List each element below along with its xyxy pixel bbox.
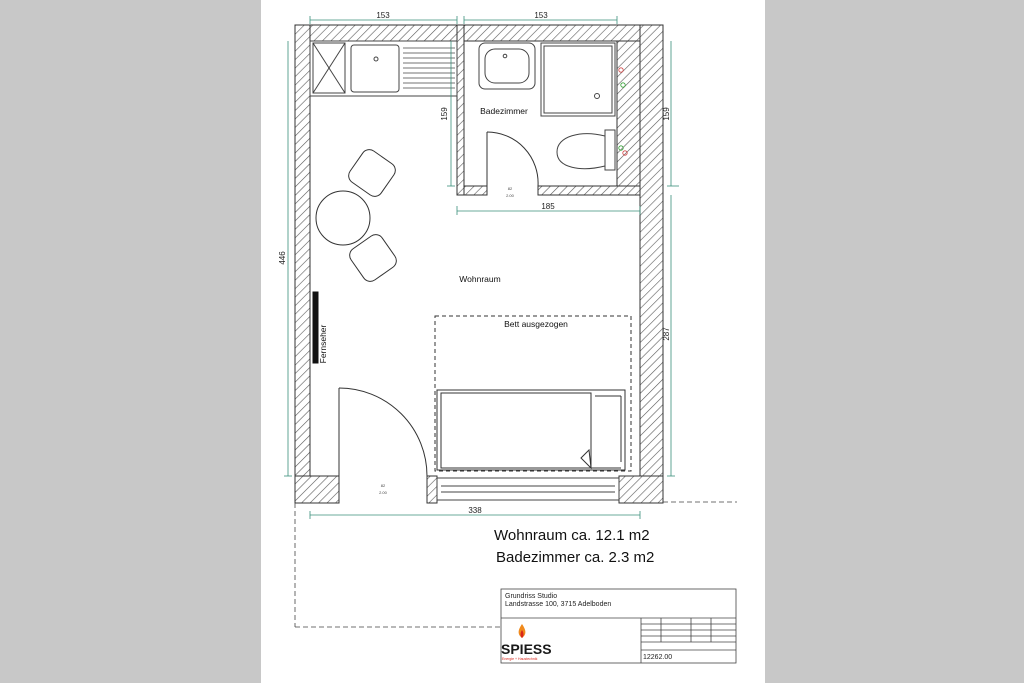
dim-bath-height: 159 xyxy=(440,107,449,121)
dim-bath-width: 185 xyxy=(541,202,555,211)
washbasin xyxy=(479,43,535,89)
area-bathroom: Badezimmer ca. 2.3 m2 xyxy=(496,549,655,566)
label-bed: Bett ausgezogen xyxy=(504,319,568,329)
logo-tagline: Energie + Haustechnik xyxy=(502,657,538,661)
entry-door-width: 82 xyxy=(380,483,386,488)
left-wall xyxy=(295,25,310,503)
sink xyxy=(351,45,399,92)
dim-top-right: 153 xyxy=(534,11,548,20)
dim-top-left: 153 xyxy=(376,11,390,20)
shower-tray xyxy=(541,43,615,116)
entry-door xyxy=(339,388,427,476)
entry-door-height: 2.00 xyxy=(379,490,387,495)
bath-door-height: 2.00 xyxy=(506,193,514,198)
doors xyxy=(339,132,538,476)
right-wall xyxy=(640,25,663,503)
logo-wordmark: SPIESS xyxy=(501,641,552,657)
bottom-wall-mid xyxy=(427,476,437,503)
dim-right-upper: 159 xyxy=(662,107,671,121)
title-block-title: Grundriss Studio xyxy=(505,593,558,600)
washbasin-tap xyxy=(503,54,507,58)
dining-table xyxy=(316,191,370,245)
bottom-wall-right xyxy=(619,476,663,503)
shower-inner xyxy=(544,46,612,113)
spiess-logo-icon xyxy=(501,624,552,661)
walls xyxy=(295,25,663,503)
dim-right-lower: 287 xyxy=(662,327,671,341)
floor-plan xyxy=(261,0,765,683)
bath-door xyxy=(487,132,538,190)
area-living: Wohnraum ca. 12.1 m2 xyxy=(494,527,650,544)
sink-drain xyxy=(374,57,378,61)
label-tv: Fernseher xyxy=(318,324,328,364)
bottom-wall-left xyxy=(295,476,339,503)
chair-top xyxy=(346,147,399,200)
bath-wall-bottom-a xyxy=(464,186,487,195)
top-wall xyxy=(295,25,663,41)
dim-left-height: 446 xyxy=(278,251,287,265)
kitchenette xyxy=(310,41,457,96)
shaft-wall xyxy=(617,41,640,186)
drawing-sheet xyxy=(261,0,765,683)
title-block-number: 12262.00 xyxy=(643,654,673,661)
bath-wall-bottom-b xyxy=(538,186,640,195)
chair-bottom xyxy=(347,232,400,285)
shower-drain xyxy=(595,94,600,99)
washbasin-bowl xyxy=(485,49,529,83)
window-opening xyxy=(437,478,619,500)
label-bathroom: Badezimmer xyxy=(480,106,528,116)
dim-bottom-width: 338 xyxy=(468,506,482,515)
bath-door-width: 82 xyxy=(507,186,513,191)
drainboard xyxy=(403,48,455,88)
label-living: Wohnraum xyxy=(459,274,501,284)
bath-wall-left xyxy=(457,25,464,195)
toilet xyxy=(557,130,615,170)
sofa-bed xyxy=(437,390,625,470)
title-block-address: Landstrasse 100, 3715 Adelboden xyxy=(505,601,612,608)
